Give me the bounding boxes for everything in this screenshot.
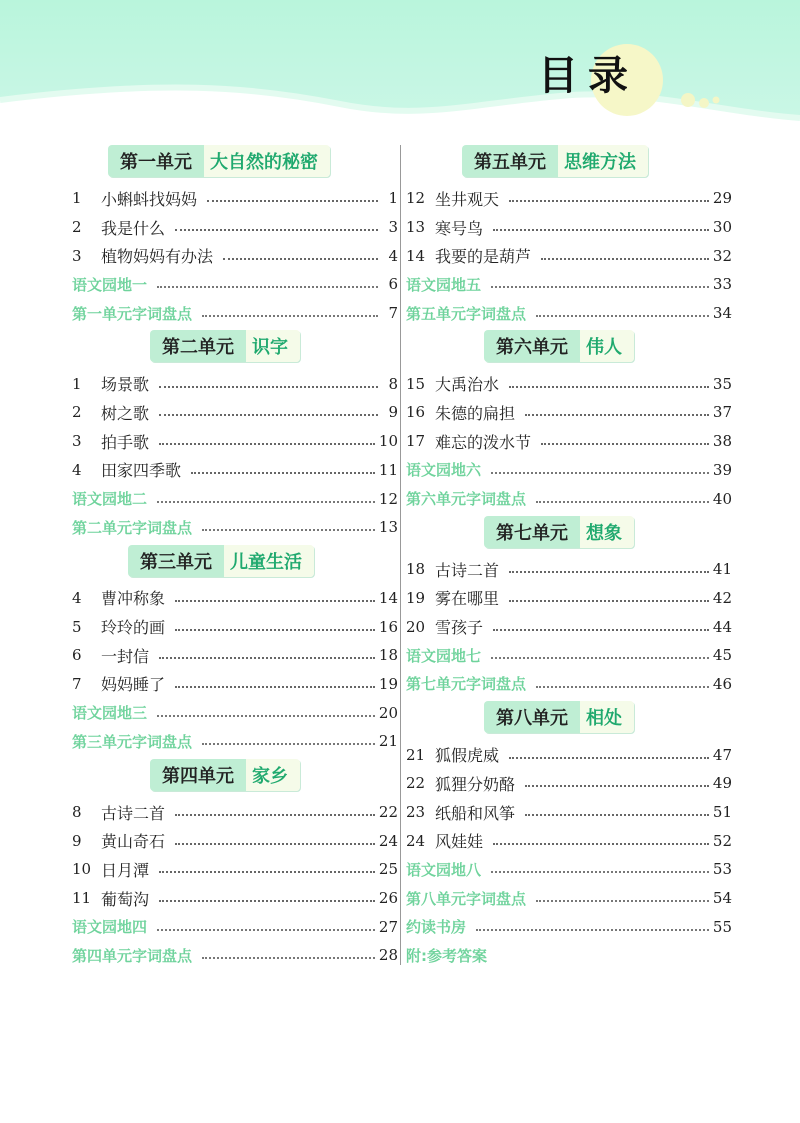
page-number: 35 [712,374,732,393]
dot-leader [509,200,709,202]
entry-title: 狐假虎威 [435,746,500,766]
toc-lesson-entry[interactable] [72,427,398,456]
toc-extra-entry[interactable] [72,912,398,941]
entry-title: 玲玲的画 [101,618,166,638]
page-number: 16 [378,617,398,636]
dot-leader [536,315,709,317]
unit-number-label: 第四单元 [150,759,246,791]
dot-leader [493,229,709,231]
page-number: 20 [378,703,398,722]
entry-title: 语文园地八 [406,860,482,879]
unit-theme-label: 大自然的秘密 [204,145,330,177]
dot-leader [541,443,709,445]
toc-lesson-entry[interactable] [72,670,398,699]
toc-extra-entry[interactable] [72,270,398,299]
lesson-number: 9 [72,831,82,850]
page-number: 41 [712,560,732,579]
toc-lesson-entry[interactable] [72,369,398,398]
page-number: 13 [378,518,398,537]
dot-leader [223,258,378,260]
unit-heading [406,698,732,740]
toc-lesson-entry[interactable] [72,456,398,485]
entry-title: 田家四季歌 [101,461,182,481]
lesson-number: 3 [72,246,82,265]
page-number: 7 [388,304,398,323]
entry-title: 黄山奇石 [101,832,166,852]
page-number: 46 [712,674,732,693]
lesson-number: 5 [72,617,82,636]
page-number: 51 [712,803,732,822]
toc-lesson-entry[interactable] [406,184,732,213]
dot-leader [509,386,709,388]
dot-leader [207,200,378,202]
page-number: 30 [712,218,732,237]
toc-lesson-entry[interactable] [72,884,398,913]
lesson-number: 7 [72,674,82,693]
toc-extra-entry[interactable] [406,670,732,699]
dot-leader [525,814,709,816]
unit-banner [150,330,300,362]
dot-leader [509,571,709,573]
entry-title: 大禹治水 [435,375,500,395]
entry-title: 妈妈睡了 [101,675,166,695]
unit-heading [406,327,732,369]
entry-title: 一封信 [101,646,150,666]
page-number: 29 [712,189,732,208]
page-number: 39 [712,460,732,479]
toc-lesson-entry[interactable] [72,855,398,884]
toc-extra-entry[interactable] [72,484,398,513]
dot-leader [175,686,375,688]
page-number: 26 [378,889,398,908]
dot-leader [159,900,375,902]
entry-title: 第一单元字词盘点 [72,304,193,323]
unit-banner [462,145,648,177]
dot-leader [491,472,709,474]
toc-extra-entry[interactable] [406,941,732,970]
lesson-number: 15 [406,374,426,393]
lesson-number: 23 [406,803,426,822]
unit-heading [406,513,732,555]
toc-lesson-entry[interactable] [406,740,732,769]
lesson-number: 14 [406,246,426,265]
dot-leader [157,286,378,288]
entry-title: 日月潭 [101,860,150,880]
dot-leader [159,386,378,388]
page-number: 22 [378,803,398,822]
entry-title: 我要的是葫芦 [435,247,532,267]
unit-heading [72,142,398,184]
entry-title: 植物妈妈有办法 [101,247,214,267]
page-number: 54 [712,889,732,908]
unit-number-label: 第二单元 [150,330,246,362]
toc-lesson-entry[interactable] [406,612,732,641]
toc-lesson-entry[interactable] [406,241,732,270]
entry-title: 语文园地三 [72,704,148,723]
dot-leader [536,686,709,688]
page-number: 28 [378,946,398,965]
unit-number-label: 第六单元 [484,330,580,362]
dot-leader [175,229,378,231]
dot-leader [175,629,375,631]
lesson-number: 11 [72,889,92,908]
entry-title: 附:参考答案 [406,946,487,965]
dot-leader [525,414,709,416]
toc-lesson-entry[interactable] [406,769,732,798]
dot-leader [491,871,709,873]
page-number: 4 [388,246,398,265]
lesson-number: 3 [72,432,82,451]
toc-extra-entry[interactable] [406,484,732,513]
entry-title: 第七单元字词盘点 [406,675,527,694]
toc-extra-entry[interactable] [406,641,732,670]
page-number: 33 [712,275,732,294]
toc-extra-entry[interactable] [72,727,398,756]
dot-leader [493,843,709,845]
entry-title: 第三单元字词盘点 [72,732,193,751]
toc-extra-entry[interactable] [72,513,398,542]
entry-title: 朱德的扁担 [435,403,516,423]
entry-title: 语文园地四 [72,918,148,937]
lesson-number: 16 [406,403,426,422]
toc-lesson-entry[interactable] [406,555,732,584]
toc-lesson-entry[interactable] [406,369,732,398]
dot-leader [509,600,709,602]
unit-banner [108,145,330,177]
page-number: 1 [388,189,398,208]
entry-title: 拍手歌 [101,432,150,452]
toc-right-column [406,142,732,970]
page-number: 11 [378,460,398,479]
page-number: 19 [378,674,398,693]
unit-heading [72,756,398,798]
page-number: 3 [388,218,398,237]
lesson-number: 4 [72,588,82,607]
lesson-number: 1 [72,189,82,208]
lesson-number: 12 [406,189,426,208]
page-number: 27 [378,917,398,936]
unit-number-label: 第三单元 [128,545,224,577]
toc-extra-entry[interactable] [406,299,732,328]
dot-leader [509,757,709,759]
page-number: 6 [388,275,398,294]
header-wave-banner [0,0,800,140]
toc-lesson-entry[interactable] [72,184,398,213]
toc-lesson-entry[interactable] [72,398,398,427]
page-number: 32 [712,246,732,265]
unit-theme-label: 想象 [580,516,634,548]
toc-lesson-entry[interactable] [406,213,732,242]
unit-heading [72,542,398,584]
page-number: 18 [378,646,398,665]
toc-lesson-entry[interactable] [72,241,398,270]
page-number: 24 [378,831,398,850]
entry-title: 古诗二首 [435,560,500,580]
entry-title: 风娃娃 [435,832,484,852]
unit-theme-label: 思维方法 [558,145,648,177]
lesson-number: 17 [406,432,426,451]
lesson-number: 4 [72,460,82,479]
entry-title: 坐井观天 [435,189,500,209]
entry-title: 小蝌蚪找妈妈 [101,189,198,209]
dot-leader [202,315,378,317]
toc-lesson-entry[interactable] [406,398,732,427]
entry-title: 第八单元字词盘点 [406,889,527,908]
dot-leader [175,843,375,845]
toc-lesson-entry[interactable] [72,641,398,670]
entry-title: 纸船和风筝 [435,803,516,823]
toc-lesson-entry[interactable] [72,612,398,641]
lesson-number: 24 [406,831,426,850]
page-number: 34 [712,304,732,323]
lesson-number: 22 [406,774,426,793]
page-number: 12 [378,489,398,508]
dot-leader [541,258,709,260]
entry-title: 语文园地二 [72,490,148,509]
page-number: 37 [712,403,732,422]
dot-leader [157,715,375,717]
dot-leader [159,657,375,659]
dot-leader [525,785,709,787]
dot-leader [157,501,375,503]
entry-title: 曹冲称象 [101,589,166,609]
toc-extra-entry[interactable] [406,884,732,913]
entry-title: 语文园地六 [406,461,482,480]
dot-leader [159,871,375,873]
toc-lesson-entry[interactable] [406,427,732,456]
dot-leader [159,443,375,445]
page-number: 49 [712,774,732,793]
dot-leader [202,529,375,531]
page-number: 9 [388,403,398,422]
dot-leader [493,629,709,631]
lesson-number: 18 [406,560,426,579]
entry-title: 场景歌 [101,375,150,395]
entry-title: 雪孩子 [435,618,484,638]
toc-extra-entry[interactable] [406,855,732,884]
page-number: 25 [378,860,398,879]
lesson-number: 20 [406,617,426,636]
toc-extra-entry[interactable] [72,941,398,970]
dot-leader [536,501,709,503]
lesson-number: 6 [72,646,82,665]
toc-lesson-entry[interactable] [72,213,398,242]
toc-extra-entry[interactable] [406,912,732,941]
toc-lesson-entry[interactable] [72,798,398,827]
unit-theme-label: 儿童生活 [224,545,314,577]
unit-theme-label: 识字 [246,330,300,362]
column-divider [400,145,401,965]
page-number: 8 [388,374,398,393]
page-number: 42 [712,588,732,607]
page-number: 21 [378,732,398,751]
toc-lesson-entry[interactable] [72,584,398,613]
unit-heading [406,142,732,184]
entry-title: 第四单元字词盘点 [72,946,193,965]
entry-title: 古诗二首 [101,803,166,823]
entry-title: 约读书房 [406,918,467,937]
entry-title: 第二单元字词盘点 [72,518,193,537]
toc-extra-entry[interactable] [72,299,398,328]
dot-leader [491,657,709,659]
lesson-number: 13 [406,218,426,237]
entry-title: 第五单元字词盘点 [406,304,527,323]
unit-banner [484,516,634,548]
entry-title: 我是什么 [101,218,166,238]
unit-theme-label: 家乡 [246,759,300,791]
toc-lesson-entry[interactable] [72,826,398,855]
entry-title: 语文园地七 [406,646,482,665]
unit-banner [150,759,300,791]
dot-leader [202,957,375,959]
unit-theme-label: 相处 [580,701,634,733]
page-title: 目录 [538,53,638,99]
toc-extra-entry[interactable] [72,698,398,727]
page-number: 44 [712,617,732,636]
dot-leader [175,600,375,602]
entry-title: 雾在哪里 [435,589,500,609]
entry-title: 寒号鸟 [435,218,484,238]
entry-title: 狐狸分奶酪 [435,774,516,794]
page-number: 38 [712,432,732,451]
unit-number-label: 第一单元 [108,145,204,177]
dot-leader [175,814,375,816]
entry-title: 难忘的泼水节 [435,432,532,452]
unit-banner [484,330,634,362]
page-number: 53 [712,860,732,879]
page-number: 10 [378,432,398,451]
dot-leader [202,743,375,745]
lesson-number: 10 [72,860,92,879]
dot-leader [159,414,378,416]
entry-title: 葡萄沟 [101,889,150,909]
unit-heading [72,327,398,369]
dot-leader [536,900,709,902]
unit-theme-label: 伟人 [580,330,634,362]
toc-extra-entry[interactable] [406,270,732,299]
lesson-number: 19 [406,588,426,607]
unit-number-label: 第五单元 [462,145,558,177]
lesson-number: 21 [406,745,426,764]
lesson-number: 1 [72,374,82,393]
toc-extra-entry[interactable] [406,456,732,485]
toc-lesson-entry[interactable] [406,826,732,855]
toc-lesson-entry[interactable] [406,798,732,827]
unit-banner [128,545,314,577]
page-number: 47 [712,745,732,764]
dot-leader [491,286,709,288]
lesson-number: 2 [72,403,82,422]
entry-title: 第六单元字词盘点 [406,490,527,509]
toc-left-column [72,142,398,970]
dot-leader [476,929,709,931]
entry-title: 语文园地五 [406,275,482,294]
toc-lesson-entry[interactable] [406,584,732,613]
unit-number-label: 第七单元 [484,516,580,548]
unit-banner [484,701,634,733]
lesson-number: 2 [72,218,82,237]
page-number: 55 [712,917,732,936]
lesson-number: 8 [72,803,82,822]
dot-leader [157,929,375,931]
entry-title: 树之歌 [101,403,150,423]
entry-title: 语文园地一 [72,275,148,294]
page-number: 52 [712,831,732,850]
page-number: 40 [712,489,732,508]
unit-number-label: 第八单元 [484,701,580,733]
page-number: 14 [378,588,398,607]
dot-leader [191,472,375,474]
page-number: 45 [712,646,732,665]
